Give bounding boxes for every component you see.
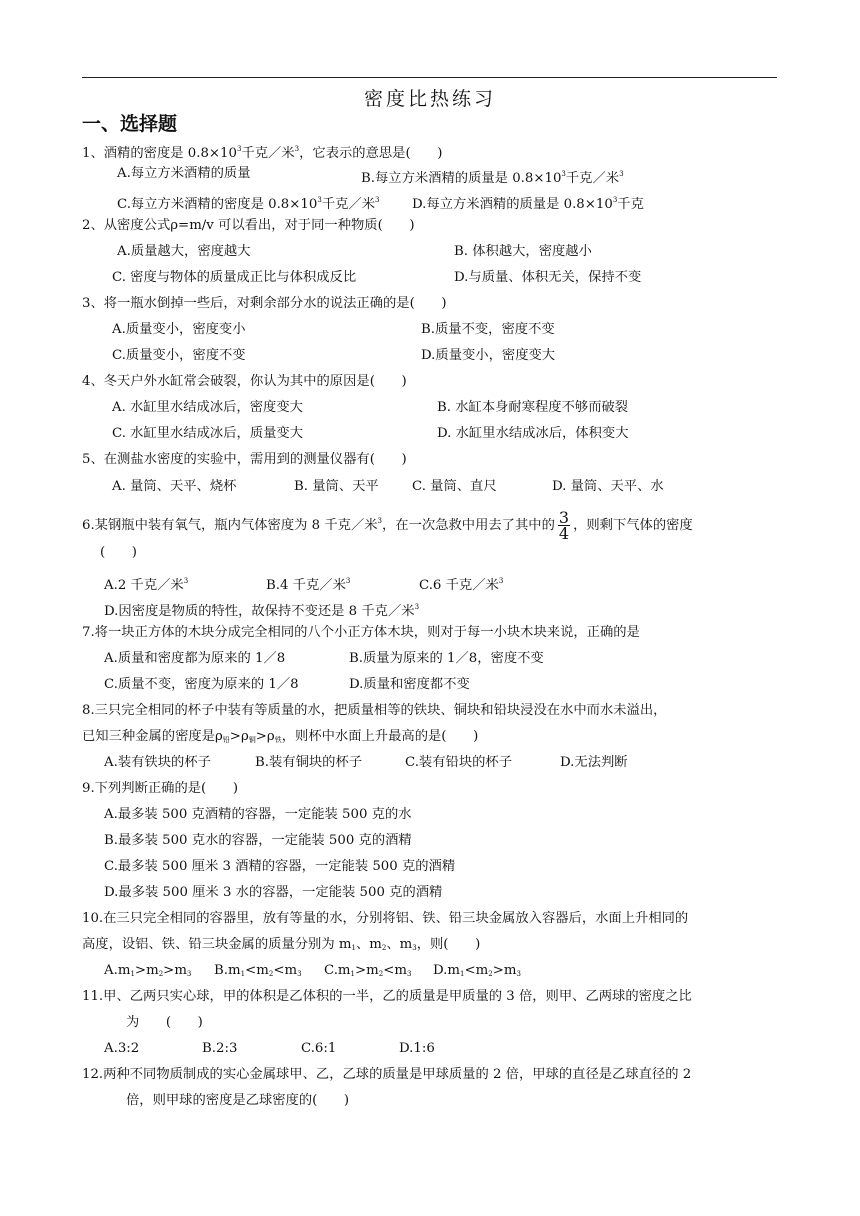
q9-option-d: D.最多装 500 厘米 3 水的容器，一定能装 500 克的酒精 <box>104 885 443 900</box>
question-7-stem: 7.将一块正方体的木块分成完全相同的八个小正方体木块，则对于每一小块木块来说，正确的是 <box>82 625 640 640</box>
q1-option-d: D.每立方米酒精的质量是 $0.8\times 10^3$千克 <box>412 196 644 212</box>
question-9-stem: 9.下列判断正确的是( ) <box>82 781 239 796</box>
question-4-stem: 4、冬天户外水缸常会破裂，你认为其中的原因是( ) <box>82 374 407 389</box>
q8-option-b: B.装有铜块的杯子 <box>255 755 363 770</box>
q11-option-b: B.2:3 <box>202 1041 238 1056</box>
q4-option-b: B. 水缸本身耐寒程度不够而破裂 <box>437 400 629 415</box>
question-6-stem: 6.某钢瓶中装有氧气，瓶内气体密度为 8 千克／米$^3$，在一次急救中用去了其中的 $\frac{3}{4}$ ，则剩下气体的密度 <box>82 508 693 543</box>
q2-option-b: B. 体积越大，密度越小 <box>454 244 592 259</box>
q1-option-b: B.每立方米酒精的质量是 $0.8\times 10^3$千克／米$^3$ <box>361 170 624 186</box>
q10-option-d: $D.m_1<m_2>m_3$ <box>433 963 521 978</box>
q7-option-c: C.质量不变，密度为原来的 1／8 <box>104 677 299 692</box>
fraction-three-quarters: $\frac{3}{4}$ <box>558 508 570 543</box>
q1-option-c: C.每立方米酒精的密度是 $0.8\times 10^3$千克／米$^3$ <box>117 196 380 212</box>
header-rule <box>82 77 777 78</box>
q4-option-c: C. 水缸里水结成冰后，质量变大 <box>112 426 304 441</box>
q6-option-a: A.2 千克／米$^3$ <box>104 577 189 593</box>
question-12-stem: 12.两种不同物质制成的实心金属球甲、乙，乙球的质量是甲球质量的 2 倍，甲球的直径是乙球直径的 2 <box>82 1067 692 1082</box>
q2-option-a: A.质量越大，密度越大 <box>117 244 251 259</box>
q10-option-c: $C.m_1>m_2<m_3$ <box>324 963 412 978</box>
q9-option-a: A.最多装 500 克酒精的容器，一定能装 500 克的水 <box>104 807 412 822</box>
q1-option-a: A.每立方米酒精的质量 <box>117 166 251 181</box>
q10-option-b: $B.m_1<m_2<m_3$ <box>214 963 302 978</box>
q4-option-d: D. 水缸里水结成冰后，体积变大 <box>437 426 629 441</box>
q5-option-c: C. 量筒、直尺 <box>412 479 497 494</box>
question-2-stem: 2、从密度公式ρ=m/v 可以看出，对于同一种物质( ) <box>82 218 415 233</box>
question-5-stem: 5、在测盐水密度的实验中，需用到的测量仪器有( ) <box>82 452 407 467</box>
q10-option-a: $A.m_1>m_2>m_3$ <box>104 963 192 978</box>
q5-option-a: A. 量筒、天平、烧杯 <box>112 479 237 494</box>
q3-option-a: A.质量变小，密度变小 <box>112 322 246 337</box>
question-8-stem: 8.三只完全相同的杯子中装有等质量的水，把质量相等的铁块、铜块和铅块浸没在水中而水未溢出， <box>82 703 667 718</box>
q3-option-b: B.质量不变，密度不变 <box>421 322 555 337</box>
question-11-stem-2: 为 ( ) <box>126 1015 203 1030</box>
q2-option-d: D.与质量、体积无关，保持不变 <box>454 270 642 285</box>
q7-option-b: B.质量为原来的 1／8，密度不变 <box>349 651 544 666</box>
q8-option-c: C.装有铅块的杯子 <box>405 755 513 770</box>
q11-option-d: D.1:6 <box>399 1041 435 1056</box>
page-title: 密度比热练习 <box>363 88 496 110</box>
question-11-stem: 11.甲、乙两只实心球，甲的体积是乙体积的一半，乙的质量是甲质量的 3 倍，则甲、乙两球的密度之比 <box>82 989 692 1004</box>
q6-option-b: B.4 千克／米$^3$ <box>266 577 351 593</box>
question-3-stem: 3、将一瓶水倒掉一些后，对剩余部分水的说法正确的是( ) <box>82 296 447 311</box>
question-12-stem-2: 倍，则甲球的密度是乙球密度的( ) <box>126 1093 350 1108</box>
section-heading: 一、选择题 <box>82 113 178 135</box>
q3-option-d: D.质量变小，密度变大 <box>421 348 556 363</box>
q9-option-b: B.最多装 500 克水的容器，一定能装 500 克的酒精 <box>104 833 412 848</box>
q7-option-a: A.质量和密度都为原来的 1／8 <box>104 651 286 666</box>
q11-option-a: A.3:2 <box>104 1041 140 1056</box>
question-10-stem-2: 高度，设铝、铁、铅三块金属的质量分别为 $m_1$、$m_2$、$m_3$，则( ) <box>82 937 481 952</box>
q5-option-d: D. 量筒、天平、水 <box>552 479 664 494</box>
q6-option-d: D.因密度是物质的特性，故保持不变还是 8 千克／米$^3$ <box>104 603 420 619</box>
q11-option-c: C.6:1 <box>301 1041 337 1056</box>
q2-option-c: C. 密度与物体的质量成正比与体积成反比 <box>112 270 357 285</box>
q5-option-b: B. 量筒、天平 <box>294 479 379 494</box>
q7-option-d: D.质量和密度都不变 <box>349 677 470 692</box>
q9-option-c: C.最多装 500 厘米 3 酒精的容器，一定能装 500 克的酒精 <box>104 859 456 874</box>
q8-option-d: D.无法判断 <box>560 755 628 770</box>
q8-option-a: A.装有铁块的杯子 <box>104 755 211 770</box>
question-8-stem-2: 已知三种金属的密度是$\rho_铅>\rho_铜>\rho_铁$，则杯中水面上升最高的是( ) <box>82 729 479 744</box>
q3-option-c: C.质量变小，密度不变 <box>112 348 246 363</box>
question-10-stem: 10.在三只完全相同的容器里，放有等量的水，分别将铝、铁、铅三块金属放入容器后，水面上升相同的 <box>82 911 689 926</box>
question-1-stem: 1、酒精的密度是 $0.8\times 10^3$千克／米$^3$，它表示的意思是( ) <box>82 145 443 161</box>
q6-answer-paren: ( ) <box>100 545 137 560</box>
q6-option-c: C.6 千克／米$^3$ <box>419 577 504 593</box>
q4-option-a: A. 水缸里水结成冰后，密度变大 <box>112 400 303 415</box>
